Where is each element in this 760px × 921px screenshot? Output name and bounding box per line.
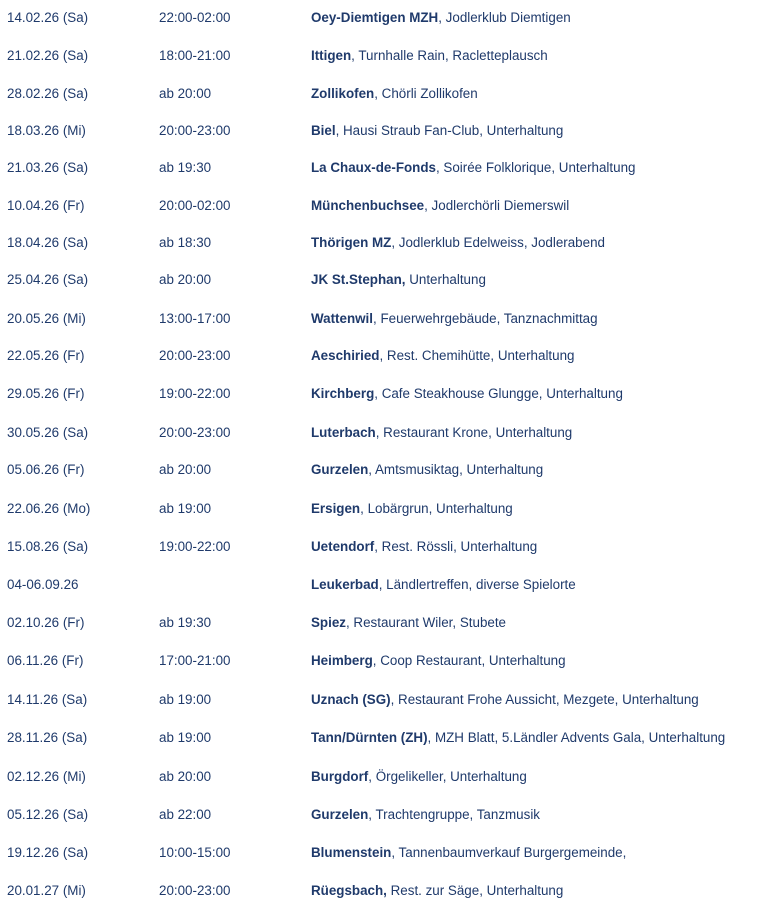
event-row	[0, 536, 760, 558]
event-time: 10:00-15:00	[159, 845, 231, 860]
event-details: , Chörli Zollikofen	[374, 86, 478, 101]
event-details: , Hausi Straub Fan-Club, Unterhaltung	[335, 123, 564, 138]
event-row	[0, 45, 760, 67]
event-row	[0, 308, 760, 330]
event-time: 18:00-21:00	[159, 48, 231, 63]
event-place: Wattenwil	[311, 311, 373, 326]
event-date: 28.02.26 (Sa)	[7, 86, 89, 101]
event-description	[311, 689, 699, 711]
event-place: Ersigen	[311, 501, 361, 516]
event-details: , Tannenbaumverkauf Burgergemeinde,	[391, 845, 627, 860]
event-description	[311, 120, 563, 142]
event-date: 14.11.26 (Sa)	[7, 692, 88, 707]
event-row	[0, 195, 760, 217]
event-details: , Feuerwehrgebäude, Tanznachmittag	[373, 311, 598, 326]
event-time: ab 20:00	[159, 462, 212, 477]
event-row	[0, 83, 760, 105]
event-time: ab 19:00	[159, 501, 212, 516]
event-row	[0, 232, 760, 254]
event-row	[0, 689, 760, 711]
event-date: 20.01.27 (Mi)	[7, 883, 86, 898]
event-description	[311, 7, 571, 29]
event-description	[311, 766, 527, 788]
event-place: Heimberg	[311, 653, 373, 668]
event-place: Burgdorf	[311, 769, 369, 784]
event-place: Uetendorf	[311, 539, 375, 554]
event-place: Kirchberg	[311, 386, 375, 401]
event-time: 20:00-23:00	[159, 123, 231, 138]
event-place: La Chaux-de-Fonds	[311, 160, 436, 175]
event-date: 02.12.26 (Mi)	[7, 769, 86, 784]
event-description	[311, 804, 540, 826]
event-time: 22:00-02:00	[159, 10, 231, 25]
event-row	[0, 574, 760, 596]
event-details: , Cafe Steakhouse Glungge, Unterhaltung	[374, 386, 623, 401]
event-date: 05.12.26 (Sa)	[7, 807, 89, 822]
event-date: 30.05.26 (Sa)	[7, 425, 89, 440]
event-place: Rüegsbach,	[311, 883, 387, 898]
event-date: 22.06.26 (Mo)	[7, 501, 91, 516]
event-time: ab 20:00	[159, 86, 212, 101]
event-details: , Restaurant Frohe Aussicht, Mezgete, Unterhaltung	[390, 692, 699, 707]
event-row	[0, 459, 760, 481]
event-time: ab 18:30	[159, 235, 212, 250]
event-row	[0, 157, 760, 179]
event-row	[0, 7, 760, 29]
event-details: , Jodlerchörli Diemerswil	[424, 198, 570, 213]
event-place: Spiez	[311, 615, 346, 630]
event-row	[0, 650, 760, 672]
event-row	[0, 804, 760, 826]
event-row	[0, 120, 760, 142]
event-details: , Coop Restaurant, Unterhaltung	[372, 653, 566, 668]
event-place: Biel	[311, 123, 336, 138]
event-date: 25.04.26 (Sa)	[7, 272, 89, 287]
event-row	[0, 612, 760, 634]
event-date: 14.02.26 (Sa)	[7, 10, 89, 25]
event-row	[0, 269, 760, 291]
event-date: 18.04.26 (Sa)	[7, 235, 89, 250]
event-description	[311, 308, 598, 330]
event-description	[311, 650, 566, 672]
event-description	[311, 842, 626, 864]
event-description	[311, 422, 572, 444]
event-place: Oey-Diemtigen MZH	[311, 10, 439, 25]
event-place: Gurzelen	[311, 807, 369, 822]
event-date: 22.05.26 (Fr)	[7, 348, 85, 363]
event-place: Blumenstein	[311, 845, 392, 860]
event-date: 02.10.26 (Fr)	[7, 615, 85, 630]
event-time: ab 19:00	[159, 730, 212, 745]
event-place: Tann/Dürnten (ZH)	[311, 730, 428, 745]
event-row	[0, 498, 760, 520]
event-row	[0, 727, 760, 749]
event-row	[0, 383, 760, 405]
event-details: , MZH Blatt, 5.Ländler Advents Gala, Unterhaltung	[427, 730, 726, 745]
event-row	[0, 880, 760, 902]
event-description	[311, 536, 537, 558]
event-time: 13:00-17:00	[159, 311, 231, 326]
event-row	[0, 422, 760, 444]
event-details: , Rest. Chemihütte, Unterhaltung	[379, 348, 575, 363]
event-description	[311, 157, 635, 179]
event-time: 19:00-22:00	[159, 539, 231, 554]
event-description	[311, 45, 548, 67]
event-description	[311, 383, 623, 405]
event-date: 04-06.09.26	[7, 577, 79, 592]
event-description	[311, 195, 569, 217]
event-place: Uznach (SG)	[311, 692, 391, 707]
event-time: ab 20:00	[159, 769, 212, 784]
event-date: 05.06.26 (Fr)	[7, 462, 85, 477]
event-details: , Ländlertreffen, diverse Spielorte	[378, 577, 576, 592]
event-description	[311, 498, 513, 520]
event-description	[311, 727, 725, 749]
event-description	[311, 574, 576, 596]
event-time: ab 19:30	[159, 160, 212, 175]
event-details: , Restaurant Wiler, Stubete	[345, 615, 507, 630]
event-place: Aeschiried	[311, 348, 380, 363]
event-description	[311, 269, 486, 291]
event-place: Leukerbad	[311, 577, 379, 592]
event-date: 29.05.26 (Fr)	[7, 386, 85, 401]
event-row	[0, 842, 760, 864]
event-date: 10.04.26 (Fr)	[7, 198, 85, 213]
event-row	[0, 345, 760, 367]
event-details: , Trachtengruppe, Tanzmusik	[368, 807, 540, 822]
event-row	[0, 766, 760, 788]
event-date: 06.11.26 (Fr)	[7, 653, 84, 668]
event-time: 20:00-02:00	[159, 198, 231, 213]
event-place: Ittigen	[311, 48, 352, 63]
event-description	[311, 232, 605, 254]
event-date: 19.12.26 (Sa)	[7, 845, 89, 860]
event-details: Rest. zur Säge, Unterhaltung	[386, 883, 564, 898]
event-place: Luterbach	[311, 425, 376, 440]
event-time: ab 19:30	[159, 615, 212, 630]
event-details: , Restaurant Krone, Unterhaltung	[375, 425, 573, 440]
event-time: 20:00-23:00	[159, 883, 231, 898]
event-description	[311, 612, 506, 634]
event-time: ab 19:00	[159, 692, 212, 707]
event-details: , Turnhalle Rain, Racletteplausch	[351, 48, 548, 63]
event-date: 15.08.26 (Sa)	[7, 539, 89, 554]
event-time: 20:00-23:00	[159, 348, 231, 363]
event-details: , Jodlerklub Diemtigen	[438, 10, 571, 25]
event-time: ab 20:00	[159, 272, 212, 287]
event-details: Unterhaltung	[405, 272, 486, 287]
event-description	[311, 880, 563, 902]
event-date: 20.05.26 (Mi)	[7, 311, 86, 326]
event-place: Thörigen MZ	[311, 235, 392, 250]
event-time: ab 22:00	[159, 807, 212, 822]
event-place: Münchenbuchsee	[311, 198, 425, 213]
event-details: , Rest. Rössli, Unterhaltung	[374, 539, 538, 554]
event-details: , Amtsmusiktag, Unterhaltung	[368, 462, 544, 477]
event-place: JK St.Stephan,	[311, 272, 406, 287]
event-place: Gurzelen	[311, 462, 369, 477]
event-details: , Jodlerklub Edelweiss, Jodlerabend	[391, 235, 605, 250]
event-description	[311, 345, 575, 367]
event-time: 19:00-22:00	[159, 386, 231, 401]
event-description	[311, 83, 478, 105]
event-time: 17:00-21:00	[159, 653, 231, 668]
event-description	[311, 459, 543, 481]
event-date: 21.02.26 (Sa)	[7, 48, 89, 63]
event-details: , Lobärgrun, Unterhaltung	[360, 501, 513, 516]
event-date: 28.11.26 (Sa)	[7, 730, 88, 745]
event-date: 18.03.26 (Mi)	[7, 123, 86, 138]
event-time: 20:00-23:00	[159, 425, 231, 440]
event-details: , Soirée Folklorique, Unterhaltung	[435, 160, 636, 175]
event-place: Zollikofen	[311, 86, 375, 101]
event-date: 21.03.26 (Sa)	[7, 160, 89, 175]
event-details: , Örgelikeller, Unterhaltung	[368, 769, 527, 784]
